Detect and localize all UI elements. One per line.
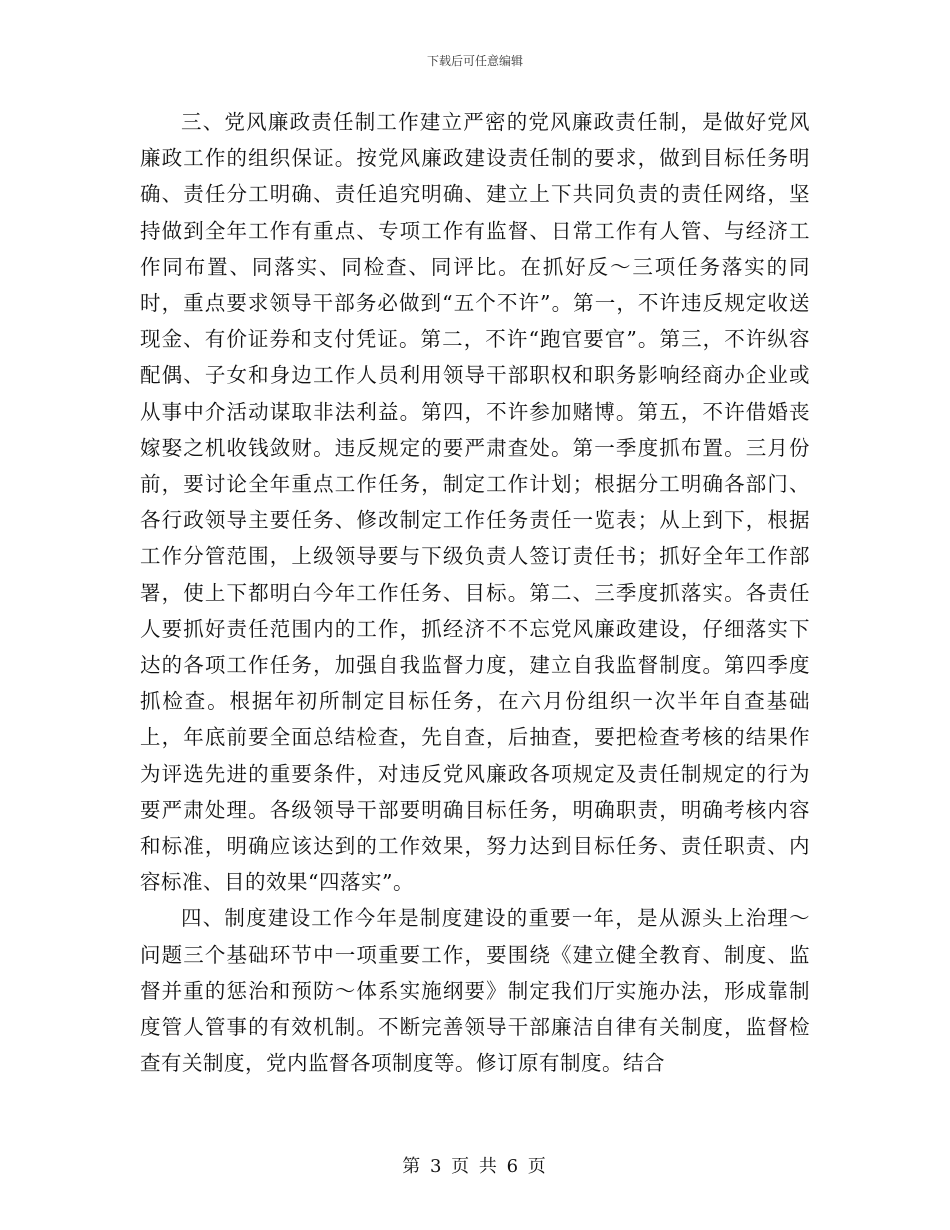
paragraph-responsibility-system: 三、党风廉政责任制工作建立严密的党风廉政责任制，是做好党风廉政工作的组织保证。按党风廉政建设责任制的要求，做到目标任务明确、责任分工明确、责任追究明确、建立上下共同负责的责任网络，坚持做到全年工作有重点、专项工作有监督、日常工作有人管、与经济工作同布置、同落实、同检查、同评比。在抓好反～三项任务落实的同时，重点要求领导干部务必做到“五个不许”。第一，不许违反规定收送现金、有价证券和支付凭证。第二，不许“跑官要官”。第三，不许纵容配偶、子女和身边工作人员利用领导干部职权和职务影响经商办企业或从事中介活动谋取非法利益。第四，不许参加赌博。第五，不许借婚丧嫁娶之机收钱敛财。违反规定的要严肃查处。第一季度抓布置。三月份前，要讨论全年重点工作任务，制定工作计划；根据分工明确各部门、各行政领导主要任务、修改制定工作任务责任一览表；从上到下，根据工作分管范围，上级领导要与下级负责人签订责任书；抓好全年工作部署，使上下都明白今年工作任务、目标。第二、三季度抓落实。各责任人要抓好责任范围内的工作，抓经济不不忘党风廉政建设，仔细落实下达的各项工作任务，加强自我监督力度，建立自我监督制度。第四季度抓检查。根据年初所制定目标任务，在六月份组织一次半年自查基础上，年底前要全面总结检查，先自查，后抽查，要把检查考核的结果作为评选先进的重要条件，对违反党风廉政各项规定及责任制规定的行为要严肃处理。各级领导干部要明确目标任务，明确职责，明确考核内容和标准，明确应该达到的工作效果，努力达到目标任务、责任职责、内容标准、目的效果“四落实”。 bbox=[140, 110, 810, 895]
page-footer: 第 3 页 共 6 页 bbox=[402, 1156, 548, 1177]
document-body bbox=[140, 104, 810, 1081]
paragraph-system-construction: 四、制度建设工作今年是制度建设的重要一年，是从源头上治理～问题三个基础环节中一项重要工作，要围绕《建立健全教育、制度、监督并重的惩治和预防～体系实施纲要》制定我们厅实施办法，形成靠制度管人管事的有效机制。不断完善领导干部廉洁自律有关制度，监督检查有关制度，党内监督各项制度等。修订原有制度。结合 bbox=[140, 906, 810, 1076]
page-header: 下载后可任意编辑 bbox=[426, 54, 523, 68]
